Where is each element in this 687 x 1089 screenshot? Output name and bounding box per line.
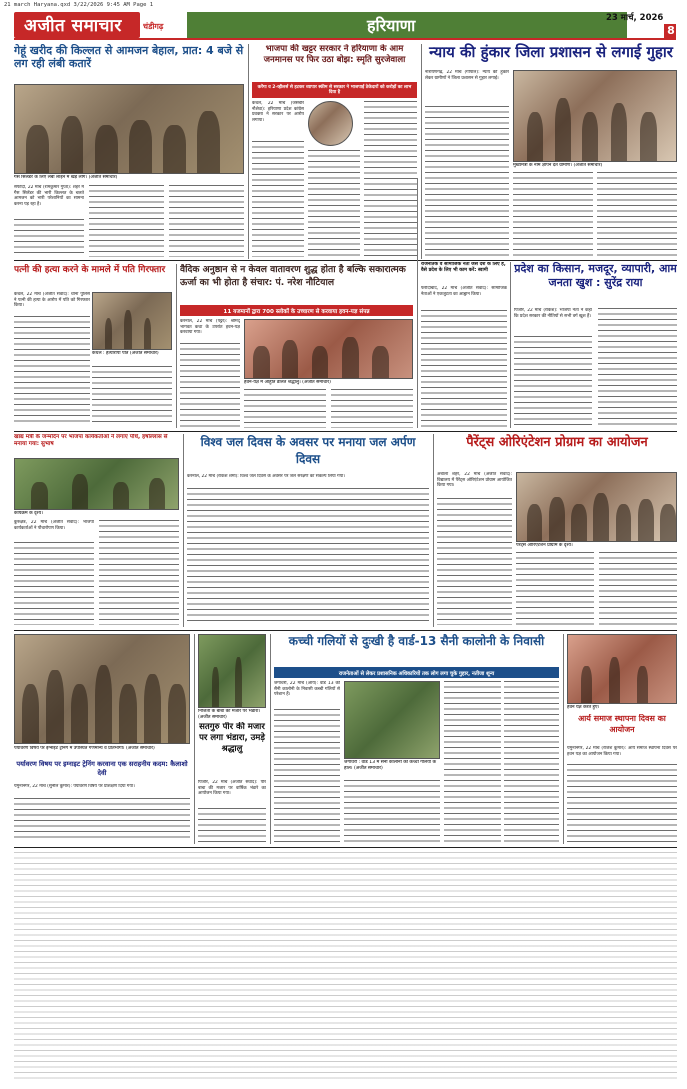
bodytext-s4 xyxy=(14,316,90,426)
dateline-s3: नारायणगढ़, 22 मार्च (गोपाल): न्याय की हुंकार लेकर ग्रामीणों ने जिला प्रशासन से गुहार लगाई। xyxy=(425,70,509,81)
caption-s5: हवन-यज्ञ में आहुति डालते श्रद्धालु। (अजीत समाचार) xyxy=(244,380,331,385)
dateline-s5: करनाल, 22 मार्च (पट्टर): श्रीमद् भागवत कथा के उपरांत हवन-यज्ञ करवाया गया। xyxy=(180,319,240,336)
bodytext-s12 xyxy=(198,808,266,842)
photo-mazaar xyxy=(198,634,266,708)
top-strip: 21 march Haryana.qxd 3/22/2026 9:45 AM Page 1 xyxy=(4,2,154,8)
subhead-s13: राजनेताओं से लेकर प्रशासनिक अधिकारियों तक लोग लगा चुके गुहार, नतीजा शून्य xyxy=(274,667,559,678)
headline-s13: कच्ची गलियों से दुःखी है वार्ड-13 सैनी कालोनी के निवासी xyxy=(288,634,545,648)
paper-logo xyxy=(14,12,140,38)
bodytext-s3b xyxy=(513,172,593,257)
masthead xyxy=(14,12,676,40)
headline-s9: विश्व जल दिवस के अवसर पर मनाया जल अर्पण दिवस xyxy=(200,435,416,466)
caption-s4: कैथल : हत्यारोपी पति (अजीत समाचार) xyxy=(92,351,159,356)
headline-s2: भाजपा की खट्टर सरकार ने हरियाणा के आम जनमानस पर फिर उठा बोझ: स्मृति सुरजेवाला xyxy=(263,44,406,65)
subhead-s5: 11 यजमानों द्वारा 700 स्लोकों के उच्चारण से करवाया हवन-यज्ञ संपन्न xyxy=(180,305,413,316)
caption-s8: कार्यक्रम के दृश्य। xyxy=(14,511,43,516)
photo-gas-queue xyxy=(14,84,244,174)
city-label: चंडीगढ़ xyxy=(143,22,164,31)
dateline-s11: यमुनानगर, 22 मार्च (सुनील कुमार): पर्यावरण विषय पर प्रशिक्षण दिया गया। xyxy=(14,784,135,789)
caption-s14: हवन यज्ञ करते हुए। xyxy=(567,705,600,710)
bodytext-s10b xyxy=(516,552,594,625)
bodytext-s10 xyxy=(437,498,512,625)
headline-s6: राजनैतिक व सामाजिक नेता जैसे देश के लिए हैं, वैसे प्रदेश के लिए भी काम करें: स्वामी xyxy=(421,262,506,273)
headline-s5: वैदिक अनुष्ठान से न केवल वातावरण शुद्ध होता है बल्कि सकारात्मक ऊर्जा का भी होता है संचार: पं. नरेश नौटियाल xyxy=(180,264,406,288)
bodytext-s4b xyxy=(92,366,172,426)
bottom-filler xyxy=(14,852,677,1082)
section-band xyxy=(187,12,627,38)
dateline-s1: सफीदों, 22 मार्च (रामकुमार गुप्ता): शहर में गैस सिलेंडर की भारी किल्लत के चलते आमजन को भारी परेशानियों का सामना करना पड़ रहा है। xyxy=(14,185,84,207)
bodytext-s1b xyxy=(89,185,164,257)
bodytext-s8 xyxy=(14,542,94,625)
paper-title: अजीत समाचार xyxy=(24,16,122,36)
dateline-s9: करनाल, 22 मार्च (राकेश शर्मा): विश्व जल दिवस के अवसर पर जल संरक्षण का संकल्प लिया गया। xyxy=(187,474,345,479)
caption-s12: निजिता के बाबा की मजार पर भंडारा। (अजीत समाचार) xyxy=(198,709,261,720)
caption-s13: जगाधरी : वार्ड 13 में सैनी कालोनी की कच्ची गलियों के हाल। (अजीत समाचार) xyxy=(344,760,436,771)
headline-s7: प्रदेश का किसान, मजदूर, व्यापारी, आम जनता खुश : सुरेंद्र राया xyxy=(514,262,677,289)
dateline-s2: कैथल, 22 मार्च (जसबीर नौशेवा): हरियाणा प्रदेश कांग्रेस प्रवक्ता ने सरकार पर आरोप लगाया। xyxy=(252,101,304,123)
bodytext-s1c xyxy=(169,185,244,257)
section-title: हरियाणा xyxy=(367,16,416,35)
bodytext-s2 xyxy=(252,141,304,257)
bodytext-s2c xyxy=(364,101,417,257)
bodytext-s11 xyxy=(14,798,190,842)
headline-s14: आर्य समाज स्थापना दिवस का आयोजन xyxy=(578,714,666,734)
bodytext-s1 xyxy=(14,219,84,257)
dateline-s13: जगाधरी, 22 मार्च (आर्य): वार्ड 13 की सैनी कालोनी के निवासी कच्ची गलियों से परेशान हैं। xyxy=(274,681,340,698)
bodytext-s3c xyxy=(597,172,677,257)
bodytext-s14 xyxy=(567,764,677,842)
dateline-s6: फरीदाबाद, 22 मार्च (अजीत संवाद): सामाजिक नेताओं ने एकजुटता का आह्वान किया। xyxy=(421,286,507,297)
headline-s10: पैरेंट्स ओरिएंटेशन प्रोग्राम का आयोजन xyxy=(466,435,648,450)
bodytext-s13c xyxy=(444,681,501,842)
headline-s3: न्याय की हुंकार जिला प्रशासन से लगाई गुहार xyxy=(429,43,673,61)
bodytext-s5 xyxy=(180,343,240,428)
bodytext-s13 xyxy=(274,709,340,842)
bodytext-s8b xyxy=(99,520,179,625)
bodytext-s10c xyxy=(599,552,677,625)
dateline-s10: अंबाला शहर, 22 मार्च (अजीत संवाद): विद्यालय में पैरेंट्स ओरिएंटेशन प्रोग्राम आयोजित किया गया। xyxy=(437,472,512,489)
dateline-s8: कुरुक्षेत्र, 22 मार्च (अजीत संवाद): भाजपा कार्यकर्ताओं ने पौधारोपण किया। xyxy=(14,520,94,531)
caption-s3: मुख्यमंत्री के नाम ज्ञापन देते ग्रामीण। (अजीत समाचार) xyxy=(513,163,603,168)
photo-kachchi-gali xyxy=(344,681,440,759)
caption-s1: गैस सिलेंडर के लिए लंबी लाइन में खड़े लोग। (अजीत समाचार) xyxy=(14,175,118,180)
bodytext-s9 xyxy=(187,488,429,625)
headline-s11: पर्यावरण विषय पर इग्नाइट ट्रेनिंग करवाना एक सराहनीय कदम: कैलाशो देवी xyxy=(16,760,188,777)
subhead-s2: करेंगा व 2-व्हीलर्स से हटकर व्यापार स्कीम से सरकार ने भाजपाई ठेकेदारों को करोड़ों का लाभ दिया है xyxy=(252,82,417,98)
caption-s11: पर्यावरण विषय पर इग्नाइट ट्रेनिंग में उपस्थित गणमान्य व प्रतिभागी। (अजीत समाचार) xyxy=(14,746,155,751)
dateline-s14: यमुनानगर, 22 मार्च (राजेश कुमार): आर्य समाज स्थापना दिवस पर हवन यज्ञ का आयोजन किया गया। xyxy=(567,746,677,757)
dateline-s12: पिंजौर, 22 मार्च (अजीत संवाद): पीर बाबा की मजार पर वार्षिक भंडारे का आयोजन किया गया। xyxy=(198,780,266,797)
photo-havan xyxy=(244,319,413,379)
headline-s1: गेहूं खरीद की किल्लत से आमजन बेहाल, प्रात: 4 बजे से लग रही लंबी कतारें xyxy=(14,44,244,70)
photo-ignite-training xyxy=(14,634,190,744)
bodytext-s13d xyxy=(504,681,559,842)
headline-s4: पत्नी की हत्या करने के मामले में पति गिरफ्तार xyxy=(14,265,166,275)
photo-orientation xyxy=(516,472,677,542)
page-number: 8 xyxy=(664,24,676,38)
bodytext-s7b xyxy=(598,308,677,428)
bodytext-s2b xyxy=(308,150,360,257)
bodytext-s7 xyxy=(514,336,592,428)
caption-s10: पैरेंट्स ओरिएंटेशन प्रोग्राम के दृश्य। xyxy=(516,543,573,548)
bodytext-s3 xyxy=(425,106,509,257)
photo-memorandum xyxy=(513,70,677,162)
headline-s8: खाद्य मंत्री के जन्मदिन पर भाजपा कार्यकर्ताओं ने लगाए पौधे, हर्षोल्लास से मनाया गया: सुभाष xyxy=(14,434,168,447)
bodytext-s6 xyxy=(421,310,507,428)
photo-plantation xyxy=(14,458,179,510)
photo-accused xyxy=(92,292,172,350)
dateline-s4: कैथल, 22 मार्च (अजीत संवाद): थाना पुलिस ने पत्नी की हत्या के आरोप में पति को गिरफ्तार किया। xyxy=(14,292,90,309)
photo-havan-yagya xyxy=(567,634,677,704)
bodytext-s5c xyxy=(331,389,413,428)
bodytext-s5b xyxy=(244,389,326,428)
headline-s12: सतगुरु पीर की मजार पर लगा भंडारा, उमड़े श्रद्धालु xyxy=(199,722,265,754)
date-label: 23 मार्च, 2026 xyxy=(606,13,664,23)
bodytext-s13b xyxy=(344,780,440,842)
photo-portrait xyxy=(308,101,353,146)
dateline-s7: पिंजौर, 22 मार्च (राकेश): भाजपा नेता ने कहा कि प्रदेश सरकार की नीतियों से सभी वर्ग खुश हैं। xyxy=(514,308,592,319)
